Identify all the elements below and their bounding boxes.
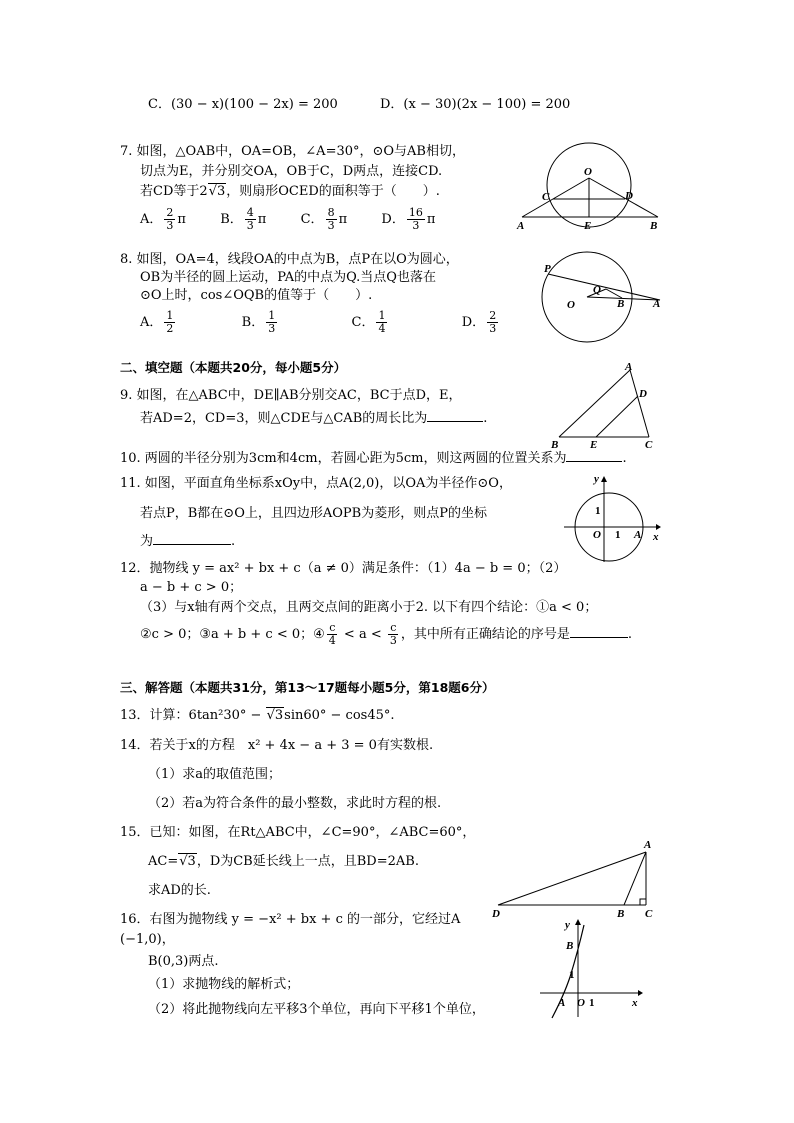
q8-line3: ⊙O上时，cos∠OQB的值等于（ ）. [140,288,373,303]
q11-answer-blank[interactable] [153,530,231,545]
q16-figure [538,915,648,1020]
q7-label-a: A [517,220,525,232]
section-2-heading: 二、填空题（本题共20分，每小题5分） [120,360,347,375]
q8-line1: 8. 如图，OA=4，线段OA的中点为B，点P在以O为圆心， [120,252,459,267]
q9-label-e: E [590,439,598,450]
q14-line1: 14．若关于x的方程 x² + 4x − a + 3 = 0有实数根. [120,738,434,753]
q8-option-a: A． $\frac{1}{2}$ [140,309,174,335]
q7-option-c: C． $\frac{8}{3}$ π [300,206,348,232]
q16-label-x: x [632,997,638,1009]
q7-line3: 若CD等于2√3，则扇形OCED的面积等于（ ）. [140,184,440,199]
q11-figure [560,470,662,565]
q15-line2: AC=√3，D为CB延长线上一点，且BD=2AB. [148,854,419,869]
q11-label-o: O [593,529,601,541]
q12-line1: 12．抛物线 y = ax² + bx + c（a ≠ 0）满足条件：（1）4a − b = 0；（2） [120,561,567,576]
q12-line2: a − b + c > 0； [140,580,243,595]
q7-label-e: E [584,220,592,232]
q8-line2: OB为半径的圆上运动，PA的中点为Q.当点Q也落在 [140,270,436,285]
section-3-heading: 三、解答题（本题共31分，第13～17题每小题5分，第18题6分） [120,680,495,695]
q11-line1: 11. 如图，平面直角坐标系xOy中，点A(2,0)，以OA为半径作⊙O， [120,476,512,491]
q13-text: 13．计算：6tan²30° − √3sin60° − cos45°. [120,708,395,723]
q16-line4: （1）求抛物线的解析式； [148,977,300,992]
q11-line2: 若点P，B都在⊙O上，且四边形AOPB为菱形，则点P的坐标 [140,506,487,521]
q15-line3: 求AD的长. [148,883,211,898]
q16-label-b: B [566,940,574,952]
q7-label-b: B [650,220,658,232]
q16-line1: 16．右图为抛物线 y = −x² + bx + c 的一部分，它经过A [120,912,461,927]
q12-answer-blank[interactable] [570,623,628,638]
q9-answer-blank[interactable] [427,407,483,422]
q9-label-b: B [551,439,559,450]
q15-label-a: A [644,839,652,851]
q16-label-y: y [565,919,570,931]
q8-label-o: O [567,299,575,311]
q16-label-one-x: 1 [589,997,595,1009]
q9-label-a: A [625,361,633,373]
q15-label-b: B [617,908,625,920]
q15-label-c: C [645,908,653,920]
q11-label-a: A [634,529,642,541]
q15-figure [488,838,660,920]
q12-line4: ②c > 0；③a + b + c < 0；④ $\frac{c}{4}$ < a < $\frac{c}{3}$ ，其中所有正确结论的序号是 . [140,621,633,647]
q15-line1: 15．已知：如图，在Rt△ABC中，∠C=90°，∠ABC=60°， [120,825,476,840]
q8-label-q: Q [593,284,601,296]
q7-option-a: A． $\frac{2}{3}$ π [140,206,186,232]
q14-line2: （1）求a的取值范围； [148,767,282,782]
q9-label-d: D [639,388,647,400]
q10-answer-blank[interactable] [566,447,622,462]
q15-label-d: D [492,908,500,920]
q8-label-a: A [653,298,661,310]
q8-option-c: C． $\frac{1}{4}$ [351,309,386,335]
q11-label-y: y [594,473,599,485]
q16-label-o: O [577,997,585,1009]
q8-label-p: P [544,263,551,275]
q7-line1: 7. 如图，△OAB中，OA=OB，∠A=30°，⊙O与AB相切， [120,144,465,159]
q8-figure [530,245,670,345]
q12-line3: （3）与x轴有两个交点，且两交点间的距离小于2. 以下有四个结论：①a < 0； [140,600,598,615]
q7-line2: 切点为E，并分别交OA，OB于C，D两点，连接CD. [140,164,443,179]
q8-label-b: B [617,298,625,310]
q7-label-d: D [625,190,633,202]
q11-label-one-y: 1 [595,505,601,517]
q9-line1: 9. 如图，在△ABC中，DE∥AB分别交AC，BC于点D，E， [120,388,462,403]
q9-line2: 若AD=2，CD=3，则△CDE与△CAB的周长比为 . [140,407,487,429]
q7-label-o: O [584,166,592,178]
q7-label-c: C [542,191,550,203]
q8-option-d: D． $\frac{2}{3}$ [461,309,497,335]
q14-line3: （2）若a为符合条件的最小整数，求此时方程的根. [148,796,442,811]
q6-option-d: D．(x − 30)(2x − 100) = 200 [380,97,571,112]
q7-figure [512,140,662,235]
q16-label-a: A [558,997,566,1009]
q8-options [140,308,500,338]
q16-line2: (−1,0)， [120,932,175,947]
q7-options [140,205,435,235]
q11-label-one-x: 1 [615,529,621,541]
q6-option-c: C．(30 − x)(100 − 2x) = 200 [148,97,338,112]
q9-figure [545,360,665,450]
q9-label-c: C [645,439,653,450]
q11-label-x: x [653,531,659,543]
q10-text: 10. 两圆的半径分别为3cm和4cm，若圆心距为5cm，则这两圆的位置关系为 . [120,447,627,469]
q16-line5: （2）将此抛物线向左平移3个单位，再向下平移1个单位， [148,1002,485,1017]
q11-line3: 为 . [140,530,235,552]
q7-option-b: B． $\frac{4}{3}$ π [220,206,267,232]
q16-line3: B(0,3)两点. [148,954,219,969]
q8-option-b: B． $\frac{1}{3}$ [241,309,276,335]
q16-label-one-y: 1 [569,969,575,981]
q7-option-d: D． $\frac{16}{3}$ π [381,206,436,232]
